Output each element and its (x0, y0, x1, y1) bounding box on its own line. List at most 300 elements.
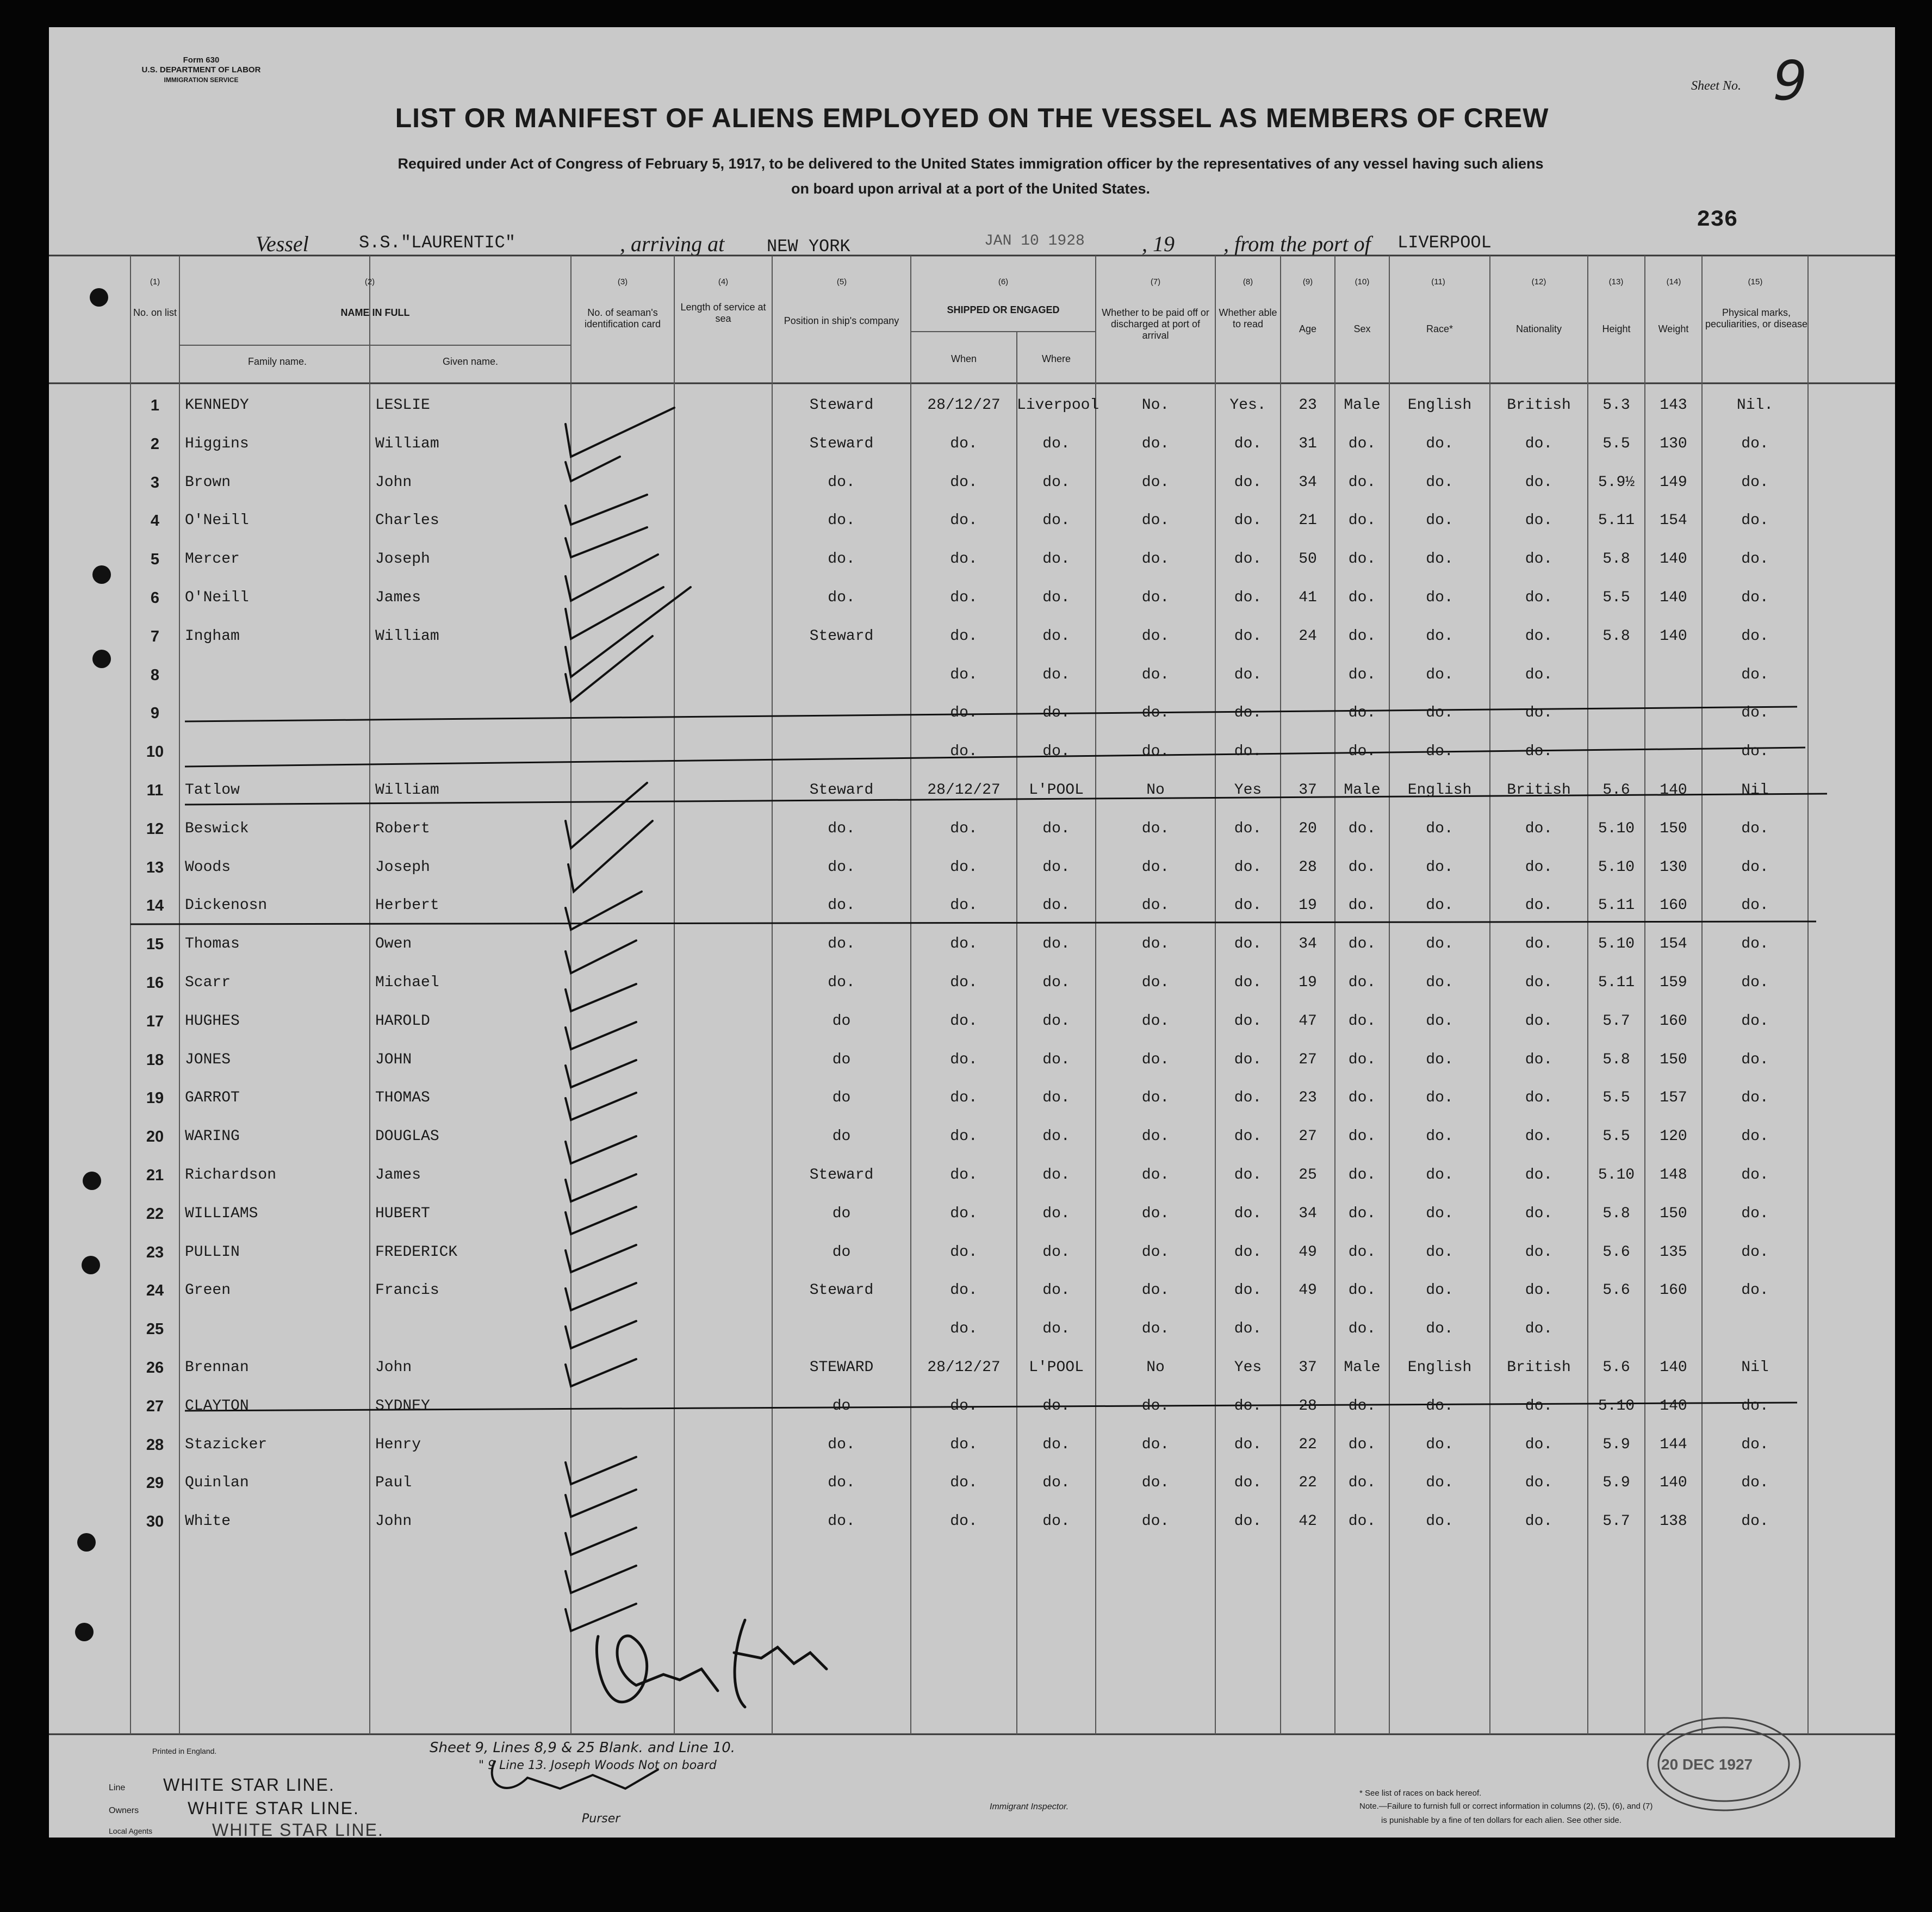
given-name: Joseph (375, 858, 430, 876)
header-height: Height (1602, 323, 1631, 334)
year-label: , 19 (1142, 232, 1175, 256)
shipped-when: do. (950, 1513, 978, 1530)
shipped-when: do. (950, 1436, 978, 1453)
position: do (832, 1243, 851, 1261)
row-number: 11 (146, 782, 164, 799)
position: do. (828, 474, 855, 491)
paid-off: do. (1141, 897, 1170, 914)
sex: Male (1344, 782, 1381, 799)
shipped-when: do. (950, 705, 978, 722)
nationality: British (1507, 782, 1571, 799)
shipped-where: do. (1042, 474, 1070, 491)
race: do. (1426, 1205, 1453, 1222)
position: do (832, 1012, 851, 1030)
paid-off: do. (1141, 1089, 1170, 1107)
handwritten-note-line-2: " 9 Line 13. Joseph Woods Not on board (479, 1759, 717, 1772)
nationality: do. (1525, 1051, 1553, 1068)
physical-marks: do. (1741, 1167, 1769, 1184)
age: 49 (1299, 1243, 1317, 1261)
paid-off: do. (1141, 589, 1170, 606)
given-name: John (375, 474, 412, 491)
physical-marks: do. (1741, 897, 1769, 914)
weight: 149 (1660, 474, 1687, 491)
given-name: Henry (375, 1436, 421, 1453)
header-shipped-or-engaged: SHIPPED OR ENGAGED (947, 304, 1060, 315)
nationality: do. (1525, 627, 1553, 645)
race: do. (1426, 551, 1453, 568)
row-number: 24 (146, 1282, 164, 1300)
physical-marks: do. (1741, 1397, 1769, 1415)
race: do. (1426, 435, 1453, 452)
nationality: do. (1525, 1205, 1553, 1222)
weight: 159 (1660, 974, 1687, 991)
sex: do. (1348, 627, 1376, 645)
sex: do. (1348, 1436, 1376, 1453)
nationality: do. (1525, 1397, 1553, 1415)
given-name: SYDNEY (375, 1397, 430, 1415)
age: 50 (1299, 551, 1317, 568)
height: 5.8 (1602, 551, 1630, 568)
row-number: 14 (146, 897, 164, 915)
weight: 150 (1660, 1205, 1687, 1222)
weight: 144 (1660, 1436, 1687, 1453)
physical-marks: do. (1741, 1513, 1769, 1530)
height: 5.8 (1602, 1051, 1630, 1068)
height: 5.9½ (1598, 474, 1635, 491)
paid-off: do. (1141, 974, 1170, 991)
paid-off: do. (1141, 743, 1170, 761)
able-to-read: do. (1234, 1282, 1262, 1299)
agents-value: WHITE STAR LINE. (212, 1820, 384, 1838)
family-name: Thomas (185, 936, 240, 953)
given-name: William (375, 782, 439, 799)
nationality: do. (1525, 1128, 1553, 1145)
paid-off: do. (1141, 1051, 1170, 1068)
sex: do. (1348, 1128, 1376, 1145)
row-number: 9 (150, 705, 160, 723)
given-name: LESLIE (375, 397, 430, 414)
sex: do. (1348, 1513, 1376, 1530)
physical-marks: do. (1741, 1436, 1769, 1453)
header-race: Race* (1426, 323, 1453, 334)
height: 5.5 (1602, 1128, 1630, 1145)
age: 37 (1299, 782, 1317, 799)
row-number: 16 (146, 974, 164, 992)
height: 5.8 (1602, 627, 1630, 645)
weight: 140 (1660, 1397, 1687, 1415)
weight: 143 (1660, 397, 1687, 414)
able-to-read: Yes (1234, 782, 1262, 799)
shipped-where: do. (1042, 1128, 1070, 1145)
physical-marks: do. (1741, 743, 1769, 761)
position: do. (828, 858, 855, 876)
punch-hole (75, 1623, 94, 1641)
weight: 120 (1660, 1128, 1687, 1145)
column-number: (11) (1431, 277, 1445, 287)
able-to-read: do. (1234, 666, 1262, 683)
family-name: Beswick (185, 820, 249, 837)
age: 20 (1299, 820, 1317, 837)
given-name: Paul (375, 1474, 412, 1492)
able-to-read: do. (1234, 551, 1262, 568)
age: 24 (1299, 627, 1317, 645)
family-name: O'Neill (185, 589, 249, 606)
race: do. (1426, 666, 1453, 683)
punch-hole (77, 1533, 96, 1552)
column-number: (1) (150, 277, 160, 287)
shipped-where: do. (1042, 1513, 1070, 1530)
height: 5.8 (1602, 1205, 1630, 1222)
weight: 160 (1660, 897, 1687, 914)
able-to-read: do. (1234, 1012, 1262, 1030)
age: 19 (1299, 897, 1317, 914)
able-to-read: do. (1234, 627, 1262, 645)
paid-off: do. (1141, 1282, 1170, 1299)
arrival-port: NEW YORK (767, 236, 850, 257)
weight: 130 (1660, 435, 1687, 452)
weight: 154 (1660, 936, 1687, 953)
races-note: * See list of races on back hereof. (1359, 1789, 1482, 1798)
physical-marks: do. (1741, 512, 1769, 530)
weight: 140 (1660, 782, 1687, 799)
shipped-where: do. (1042, 1205, 1070, 1222)
able-to-read: do. (1234, 705, 1262, 722)
shipped-where: do. (1042, 1474, 1070, 1492)
race: do. (1426, 705, 1453, 722)
age: 47 (1299, 1012, 1317, 1030)
given-name: John (375, 1359, 412, 1376)
race: do. (1426, 743, 1453, 761)
nationality: do. (1525, 1474, 1553, 1492)
position: do. (828, 974, 855, 991)
weight: 154 (1660, 512, 1687, 530)
nationality: do. (1525, 512, 1553, 530)
able-to-read: do. (1234, 1089, 1262, 1107)
header-weight: Weight (1658, 323, 1689, 334)
row-number: 5 (150, 551, 160, 569)
family-name: Quinlan (185, 1474, 249, 1492)
able-to-read: do. (1234, 435, 1262, 452)
row-number: 26 (146, 1359, 164, 1377)
row-number: 22 (146, 1205, 164, 1223)
race: do. (1426, 1474, 1453, 1492)
family-name: Mercer (185, 551, 240, 568)
header-given-name: Given name. (442, 356, 499, 367)
position: STEWARD (809, 1359, 874, 1376)
sex: Male (1344, 397, 1381, 414)
family-name: O'Neill (185, 512, 249, 530)
weight: 150 (1660, 1051, 1687, 1068)
shipped-when: do. (950, 1205, 978, 1222)
family-name: Richardson (185, 1167, 277, 1184)
column-number: (8) (1243, 277, 1253, 287)
shipped-when: 28/12/27 (927, 1359, 1001, 1376)
paid-off: do. (1141, 1436, 1170, 1453)
position: Steward (809, 397, 874, 414)
paid-off: No (1146, 782, 1165, 799)
header-able-to-read: Whether able to read (1219, 307, 1277, 329)
nationality: British (1507, 397, 1571, 414)
shipped-where: do. (1042, 1321, 1070, 1338)
header-when: When (951, 353, 977, 364)
given-name: Herbert (375, 897, 439, 914)
given-name: JOHN (375, 1051, 412, 1068)
given-name: FREDERICK (375, 1243, 458, 1261)
race: English (1407, 1359, 1472, 1376)
position: do (832, 1397, 851, 1415)
physical-marks: do. (1741, 705, 1769, 722)
physical-marks: do. (1741, 1243, 1769, 1261)
family-name: Scarr (185, 974, 231, 991)
family-name: GARROT (185, 1089, 240, 1107)
family-name: JONES (185, 1051, 231, 1068)
shipped-where: do. (1042, 820, 1070, 837)
physical-marks: do. (1741, 820, 1769, 837)
sex: do. (1348, 474, 1376, 491)
family-name: Brennan (185, 1359, 249, 1376)
row-number: 25 (146, 1321, 164, 1338)
given-name: James (375, 1167, 421, 1184)
position: do. (828, 1513, 855, 1530)
family-name: HUGHES (185, 1012, 240, 1030)
nationality: do. (1525, 1089, 1553, 1107)
sex: do. (1348, 512, 1376, 530)
nationality: do. (1525, 435, 1553, 452)
shipped-when: do. (950, 1089, 978, 1107)
given-name: Charles (375, 512, 439, 530)
sex: Male (1344, 1359, 1381, 1376)
nationality: do. (1525, 1282, 1553, 1299)
header-physical-marks: Physical marks, peculiarities, or disease (1705, 307, 1808, 329)
shipped-where: do. (1042, 666, 1070, 683)
position: do. (828, 1436, 855, 1453)
race: do. (1426, 1243, 1453, 1261)
row-number: 2 (150, 435, 160, 453)
shipped-when: do. (950, 589, 978, 606)
position: do. (828, 1474, 855, 1492)
form-number: Form 630 (183, 55, 220, 65)
shipped-when: 28/12/27 (927, 397, 1001, 414)
nationality: do. (1525, 936, 1553, 953)
sex: do. (1348, 974, 1376, 991)
family-name: CLAYTON (185, 1397, 249, 1415)
shipped-where: do. (1042, 589, 1070, 606)
given-name: James (375, 589, 421, 606)
shipped-where: do. (1042, 1012, 1070, 1030)
shipped-where: do. (1042, 1243, 1070, 1261)
shipped-where: do. (1042, 512, 1070, 530)
row-number: 8 (150, 666, 160, 684)
shipped-where: L'POOL (1029, 1359, 1084, 1376)
nationality: do. (1525, 897, 1553, 914)
sex: do. (1348, 897, 1376, 914)
column-number: (4) (718, 277, 729, 287)
header-no-on-list: No. on list (133, 307, 177, 318)
sex: do. (1348, 551, 1376, 568)
weight: 140 (1660, 627, 1687, 645)
shipped-where: Liverpool (1017, 397, 1099, 414)
header-length-of-service: Length of service at sea (680, 302, 766, 324)
sex: do. (1348, 1012, 1376, 1030)
header-where: Where (1041, 353, 1071, 364)
age: 41 (1299, 589, 1317, 606)
header-id-card: No. of seaman's identification card (584, 307, 661, 329)
height: 5.11 (1598, 974, 1635, 991)
race: do. (1426, 974, 1453, 991)
column-number: (9) (1302, 277, 1313, 287)
owners-label: Owners (109, 1806, 139, 1815)
physical-marks: do. (1741, 1012, 1769, 1030)
column-number: (2) (364, 277, 375, 287)
race: do. (1426, 1513, 1453, 1530)
position: Steward (809, 627, 874, 645)
shipped-where: do. (1042, 627, 1070, 645)
race: do. (1426, 474, 1453, 491)
race: do. (1426, 936, 1453, 953)
position: Steward (809, 435, 874, 452)
able-to-read: Yes (1234, 1359, 1262, 1376)
race: do. (1426, 1089, 1453, 1107)
sheet-number: 9 (1773, 49, 1807, 113)
physical-marks: Nil (1741, 1359, 1769, 1376)
table-grid (49, 27, 1895, 1838)
nationality: do. (1525, 551, 1553, 568)
row-number: 4 (150, 512, 160, 530)
nationality: do. (1525, 743, 1553, 761)
given-name: Owen (375, 936, 412, 953)
sex: do. (1348, 705, 1376, 722)
printed-note: Printed in England. (152, 1747, 217, 1755)
weight: 135 (1660, 1243, 1687, 1261)
age: 22 (1299, 1436, 1317, 1453)
departure-port: LIVERPOOL (1397, 233, 1492, 253)
age: 25 (1299, 1167, 1317, 1184)
able-to-read: do. (1234, 474, 1262, 491)
weight: 160 (1660, 1282, 1687, 1299)
owners-value: WHITE STAR LINE. (188, 1798, 359, 1818)
family-name: KENNEDY (185, 397, 249, 414)
shipped-where: do. (1042, 858, 1070, 876)
able-to-read: do. (1234, 1128, 1262, 1145)
able-to-read: do. (1234, 1474, 1262, 1492)
position: do. (828, 897, 855, 914)
able-to-read: do. (1234, 897, 1262, 914)
race: do. (1426, 1282, 1453, 1299)
physical-marks: do. (1741, 936, 1769, 953)
agents-label: Local Agents (109, 1827, 153, 1835)
age: 23 (1299, 397, 1317, 414)
shipped-when: do. (950, 1012, 978, 1030)
able-to-read: do. (1234, 743, 1262, 761)
given-name: HUBERT (375, 1205, 430, 1222)
physical-marks: do. (1741, 589, 1769, 606)
able-to-read: do. (1234, 1167, 1262, 1184)
column-number: (14) (1666, 277, 1681, 287)
height: 5.10 (1598, 1167, 1635, 1184)
row-number: 28 (146, 1436, 164, 1454)
height: 5.10 (1598, 1397, 1635, 1415)
shipped-when: do. (950, 1282, 978, 1299)
age: 31 (1299, 435, 1317, 452)
age: 27 (1299, 1128, 1317, 1145)
column-number: (12) (1531, 277, 1546, 287)
line-value: WHITE STAR LINE. (163, 1775, 335, 1795)
column-number: (13) (1608, 277, 1624, 287)
paid-off: No (1146, 1359, 1165, 1376)
physical-marks: do. (1741, 1051, 1769, 1068)
height: 5.11 (1598, 897, 1635, 914)
shipped-where: do. (1042, 1282, 1070, 1299)
sex: do. (1348, 858, 1376, 876)
nationality: do. (1525, 1167, 1553, 1184)
race: English (1407, 397, 1472, 414)
age: 42 (1299, 1513, 1317, 1530)
nationality: do. (1525, 1436, 1553, 1453)
height: 5.6 (1602, 1359, 1630, 1376)
row-number: 21 (146, 1167, 164, 1184)
sex: do. (1348, 743, 1376, 761)
penalty-note-1: Note.—Failure to furnish full or correct information in columns (2), (5), (6), and (7) (1359, 1802, 1653, 1811)
able-to-read: do. (1234, 1243, 1262, 1261)
physical-marks: Nil. (1736, 397, 1774, 414)
paid-off: do. (1141, 936, 1170, 953)
weight: 140 (1660, 589, 1687, 606)
nationality: British (1507, 1359, 1571, 1376)
given-name: Francis (375, 1282, 439, 1299)
sheet-number-label: Sheet No. (1691, 79, 1741, 93)
header-paid-off: Whether to be paid off or discharged at port of arrival (1102, 307, 1209, 341)
row-number: 19 (146, 1089, 164, 1107)
able-to-read: do. (1234, 589, 1262, 606)
shipped-where: do. (1042, 1089, 1070, 1107)
paid-off: do. (1141, 512, 1170, 530)
position: do. (828, 936, 855, 953)
paid-off: do. (1141, 820, 1170, 837)
manifest-sheet (49, 27, 1895, 1838)
sex: do. (1348, 666, 1376, 683)
physical-marks: do. (1741, 627, 1769, 645)
row-number: 6 (150, 589, 160, 607)
given-name: William (375, 627, 439, 645)
shipped-when: do. (950, 1128, 978, 1145)
row-number: 12 (146, 820, 164, 838)
paid-off: do. (1141, 1513, 1170, 1530)
physical-marks: Nil (1741, 782, 1769, 799)
shipped-when: do. (950, 474, 978, 491)
shipped-when: do. (950, 512, 978, 530)
position: Steward (809, 782, 874, 799)
given-name: Robert (375, 820, 430, 837)
shipped-when: 28/12/27 (927, 782, 1001, 799)
height: 5.10 (1598, 936, 1635, 953)
row-number: 20 (146, 1128, 164, 1146)
race: do. (1426, 858, 1453, 876)
shipped-when: do. (950, 1243, 978, 1261)
race: do. (1426, 1051, 1453, 1068)
physical-marks: do. (1741, 666, 1769, 683)
race: do. (1426, 1321, 1453, 1338)
weight: 140 (1660, 1359, 1687, 1376)
given-name: THOMAS (375, 1089, 430, 1107)
row-number: 30 (146, 1513, 164, 1531)
row-number: 1 (150, 397, 160, 414)
weight: 148 (1660, 1167, 1687, 1184)
vessel-name: S.S."LAURENTIC" (359, 233, 516, 253)
row-number: 18 (146, 1051, 164, 1069)
row-number: 10 (146, 743, 164, 761)
family-name: WILLIAMS (185, 1205, 258, 1222)
position: do (832, 1051, 851, 1068)
